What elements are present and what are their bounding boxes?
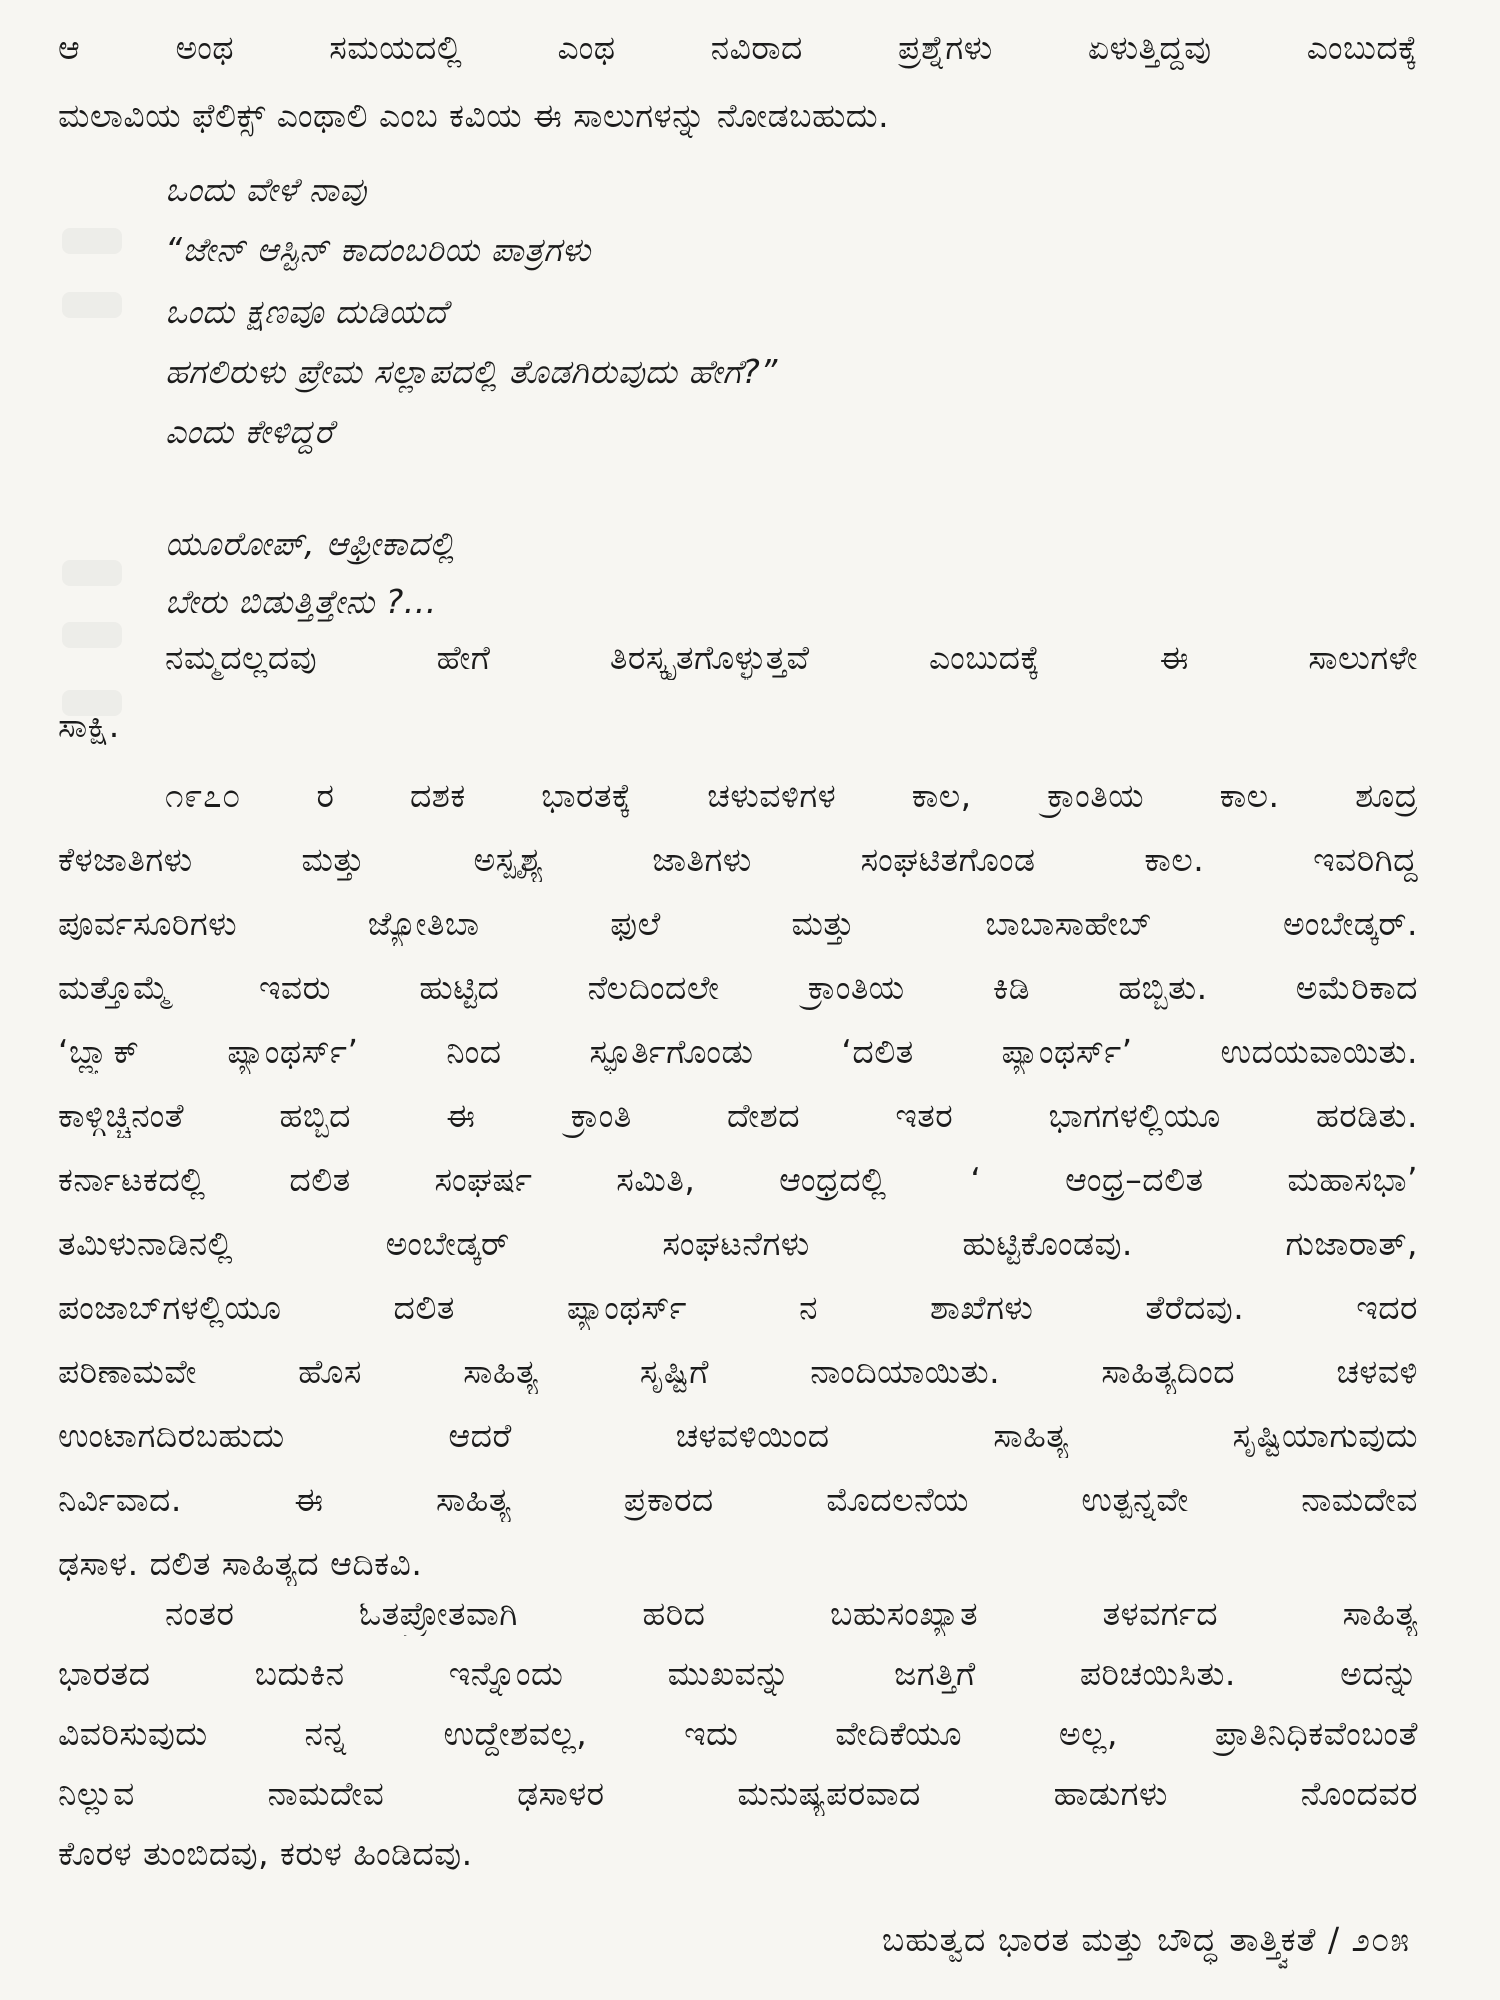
text-line: ನಿಲ್ಲುವ ನಾಮದೇವ ಢಸಾಳರ ಮನುಷ್ಯಪರವಾದ ಹಾಡುಗಳು ನೊಂದವರ [58, 1774, 1418, 1813]
text-line: ಕೆಳಜಾತಿಗಳು ಮತ್ತು ಅಸ್ಪೃಶ್ಯ ಜಾತಿಗಳು ಸಂಘಟಿತಗೊಂಡ ಕಾಲ. ಇವರಿಗಿದ್ದ [58, 840, 1418, 879]
text-line: ಸಾಕ್ಷಿ. [58, 706, 120, 745]
text-line: ಕಾಳ್ಗಿಚ್ಚಿನಂತೆ ಹಬ್ಬಿದ ಈ ಕ್ರಾಂತಿ ದೇಶದ ಇತರ ಭಾಗಗಳಲ್ಲಿಯೂ ಹರಡಿತು. [58, 1096, 1418, 1135]
text-line: ಭಾರತದ ಬದುಕಿನ ಇನ್ನೊಂದು ಮುಖವನ್ನು ಜಗತ್ತಿಗೆ ಪರಿಚಯಿಸಿತು. ಅದನ್ನು [58, 1654, 1418, 1693]
bleed-through-mark [62, 622, 122, 648]
bleed-through-mark [62, 228, 122, 254]
verse-line: ಒಂದು ವೇಳೆ ನಾವು [165, 170, 367, 209]
text-line: ನಿರ್ವಿವಾದ. ಈ ಸಾಹಿತ್ಯ ಪ್ರಕಾರದ ಮೊದಲನೆಯ ಉತ್ಪನ್ನವೇ ನಾಮದೇವ [58, 1480, 1418, 1519]
text-line: ಪಂಜಾಬ್‌ಗಳಲ್ಲಿಯೂ ದಲಿತ ಪ್ಯಾಂಥರ್ಸ್ ನ ಶಾಖೆಗಳು ತೆರೆದವು. ಇದರ [58, 1288, 1418, 1327]
verse-line: ಬೇರು ಬಿಡುತ್ತಿತ್ತೇನು ?... [165, 582, 437, 621]
text-line: ನಮ್ಮದಲ್ಲದವು ಹೇಗೆ ತಿರಸ್ಕೃತಗೊಳ್ಳುತ್ತವೆ ಎಂಬುದಕ್ಕೆ ಈ ಸಾಲುಗಳೇ [165, 638, 1418, 677]
bleed-through-mark [62, 560, 122, 586]
verse-line: ಹಗಲಿರುಳು ಪ್ರೇಮ ಸಲ್ಲಾಪದಲ್ಲಿ ತೊಡಗಿರುವುದು ಹೇಗೆ?” [165, 352, 778, 391]
text-line: ೧೯೭೦ ರ ದಶಕ ಭಾರತಕ್ಕೆ ಚಳುವಳಿಗಳ ಕಾಲ, ಕ್ರಾಂತಿಯ ಕಾಲ. ಶೂದ್ರ [165, 776, 1418, 815]
bleed-through-mark [62, 292, 122, 318]
verse-line: ಎಂದು ಕೇಳಿದ್ದರೆ [165, 412, 334, 451]
page-footer: ಬಹುತ್ವದ ಭಾರತ ಮತ್ತು ಬೌದ್ಧ ತಾತ್ತ್ವಿಕತೆ / ೨೦೫ [881, 1920, 1410, 1959]
text-line: ವಿವರಿಸುವುದು ನನ್ನ ಉದ್ದೇಶವಲ್ಲ, ಇದು ವೇದಿಕೆಯೂ ಅಲ್ಲ, ಪ್ರಾತಿನಿಧಿಕವೆಂಬಂತೆ [58, 1714, 1418, 1753]
text-line: ಮತ್ತೊಮ್ಮೆ ಇವರು ಹುಟ್ಟಿದ ನೆಲದಿಂದಲೇ ಕ್ರಾಂತಿಯ ಕಿಡಿ ಹಬ್ಬಿತು. ಅಮೆರಿಕಾದ [58, 968, 1418, 1007]
text-line: ತಮಿಳುನಾಡಿನಲ್ಲಿ ಅಂಬೇಡ್ಕರ್ ಸಂಘಟನೆಗಳು ಹುಟ್ಟಿಕೊಂಡವು. ಗುಜಾರಾತ್, [58, 1224, 1418, 1263]
text-line: ಕರ್ನಾಟಕದಲ್ಲಿ ದಲಿತ ಸಂಘರ್ಷ ಸಮಿತಿ, ಆಂಧ್ರದಲ್ಲಿ ‘ ಆಂಧ್ರ–ದಲಿತ ಮಹಾಸಭಾ’ [58, 1160, 1418, 1199]
text-line: ಢಸಾಳ. ದಲಿತ ಸಾಹಿತ್ಯದ ಆದಿಕವಿ. [58, 1544, 423, 1583]
text-line: ಪರಿಣಾಮವೇ ಹೊಸ ಸಾಹಿತ್ಯ ಸೃಷ್ಟಿಗೆ ನಾಂದಿಯಾಯಿತು. ಸಾಹಿತ್ಯದಿಂದ ಚಳವಳಿ [58, 1352, 1418, 1391]
verse-line: “ಜೇನ್ ಆಸ್ಟಿನ್ ಕಾದಂಬರಿಯ ಪಾತ್ರಗಳು [165, 230, 591, 269]
text-line: ಕೊರಳ ತುಂಬಿದವು, ಕರುಳ ಹಿಂಡಿದವು. [58, 1834, 473, 1873]
text-line: ಪೂರ್ವಸೂರಿಗಳು ಜ್ಯೋತಿಬಾ ಫುಲೆ ಮತ್ತು ಬಾಬಾಸಾಹೇಬ್ ಅಂಬೇಡ್ಕರ್. [58, 904, 1418, 943]
verse-line: ಒಂದು ಕ್ಷಣವೂ ದುಡಿಯದೆ [165, 292, 448, 331]
text-line: ನಂತರ ಓತಪ್ರೋತವಾಗಿ ಹರಿದ ಬಹುಸಂಖ್ಯಾತ ತಳವರ್ಗದ ಸಾಹಿತ್ಯ [165, 1594, 1418, 1633]
text-line: ‘ಬ್ಲ್ಯಾಕ್ ಪ್ಯಾಂಥರ್ಸ್’ ನಿಂದ ಸ್ಫೂರ್ತಿಗೊಂಡು ‘ದಲಿತ ಪ್ಯಾಂಥರ್ಸ್’ ಉದಯವಾಯಿತು. [58, 1032, 1418, 1071]
verse-line: ಯೂರೋಪ್, ಆಫ್ರೀಕಾದಲ್ಲಿ [165, 524, 456, 563]
text-line: ಉಂಟಾಗದಿರಬಹುದು ಆದರೆ ಚಳವಳಿಯಿಂದ ಸಾಹಿತ್ಯ ಸೃಷ್ಟಿಯಾಗುವುದು [58, 1416, 1418, 1455]
text-line: ಆ ಅಂಥ ಸಮಯದಲ್ಲಿ ಎಂಥ ನವಿರಾದ ಪ್ರಶ್ನೆಗಳು ಏಳುತ್ತಿದ್ದವು ಎಂಬುದಕ್ಕೆ [58, 28, 1418, 67]
text-line: ಮಲಾವಿಯ ಫೆಲಿಕ್ಸ್ ಎಂಥಾಲಿ ಎಂಬ ಕವಿಯ ಈ ಸಾಲುಗಳನ್ನು ನೋಡಬಹುದು. [58, 96, 890, 135]
